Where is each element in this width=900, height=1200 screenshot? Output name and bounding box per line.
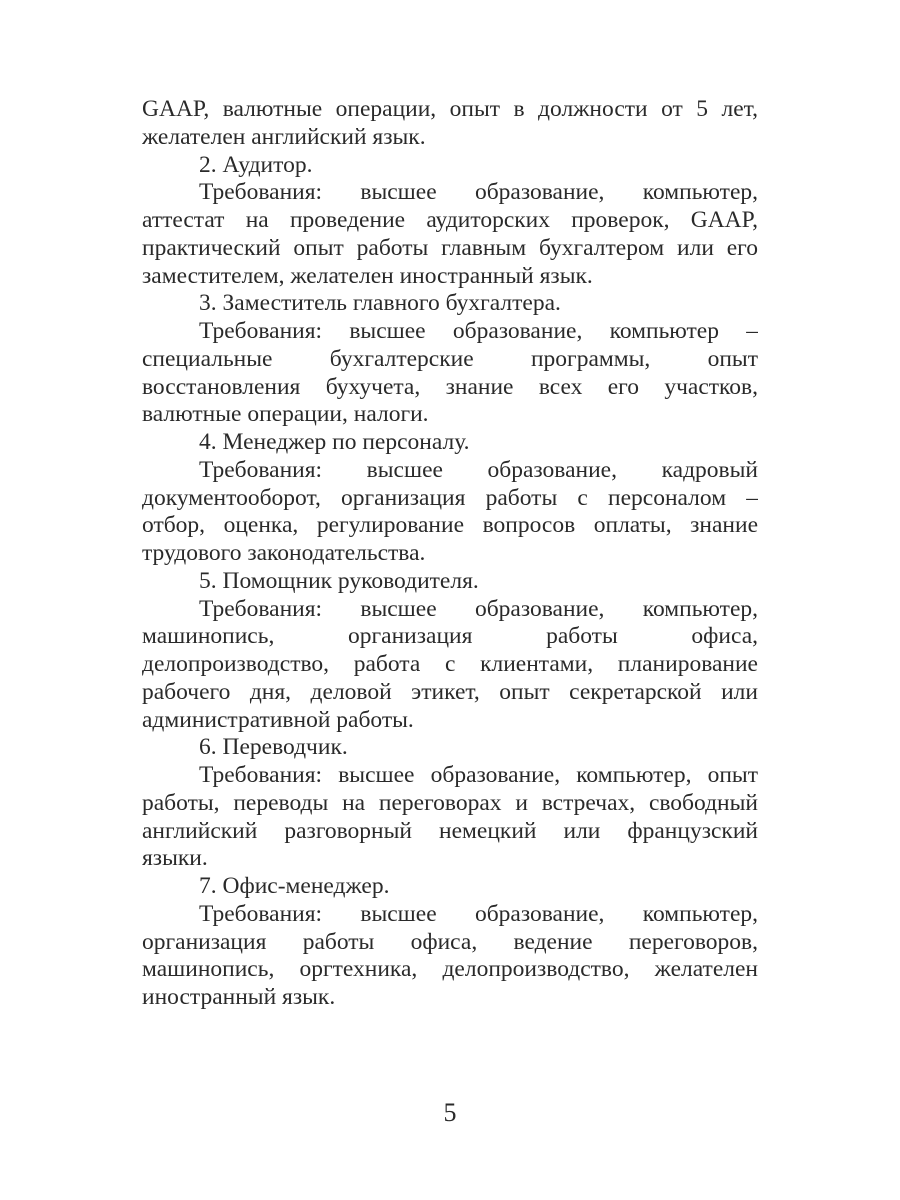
text-line: отбор, оценка, регулирование вопросов оплаты, знание xyxy=(142,512,758,539)
text-line: административной работы. xyxy=(142,706,414,733)
text-line: заместителем, желателен иностранный язык. xyxy=(142,262,593,289)
text-line: работы, переводы на переговорах и встречах, свободный xyxy=(142,789,758,816)
text-line: восстановления бухучета, знание всех его участков, xyxy=(142,373,758,400)
text-line: валютные операции, налоги. xyxy=(142,401,429,428)
text-line: специальные бухгалтерские программы, опыт xyxy=(142,345,758,372)
text-line: желателен английский язык. xyxy=(142,123,426,150)
section-heading: 3. Заместитель главного бухгалтера. xyxy=(199,290,561,317)
section-heading: 4. Менеджер по персоналу. xyxy=(199,429,470,455)
text-line: рабочего дня, деловой этикет, опыт секретарской или xyxy=(142,678,758,705)
section-heading: 2. Аудитор. xyxy=(199,151,313,178)
text-line: Требования: высшее образование, компьютер, xyxy=(199,179,758,206)
section-heading: 6. Переводчик. xyxy=(199,734,348,761)
text-line: английский разговорный немецкий или французский xyxy=(142,817,758,844)
text-line: Требования: высшее образование, компьютер, опыт xyxy=(199,762,758,788)
text-line: практический опыт работы главным бухгалтером или его xyxy=(142,234,758,261)
text-line: трудового законодательства. xyxy=(142,540,426,566)
text-line: Требования: высшее образование, компьютер – xyxy=(199,318,758,344)
section-heading: 7. Офис-менеджер. xyxy=(199,873,390,899)
text-line: GAAP, валютные операции, опыт в должности от 5 лет, xyxy=(142,96,758,122)
text-line: машинопись, организация работы офиса, xyxy=(142,623,758,650)
text-line: Требования: высшее образование, компьютер, xyxy=(199,595,758,622)
text-line: Требования: высшее образование, кадровый xyxy=(199,456,758,483)
text-line: организация работы офиса, ведение переговоров, xyxy=(142,928,758,955)
text-line: иностранный язык. xyxy=(142,984,336,1010)
page-number: 5 xyxy=(443,1098,457,1127)
text-line: документооборот, организация работы с персоналом – xyxy=(142,484,758,511)
text-line: аттестат на проведение аудиторских проверок, GAAP, xyxy=(142,207,758,233)
text-line: машинопись, оргтехника, делопроизводство, желателен xyxy=(142,956,758,983)
text-line: языки. xyxy=(142,845,208,872)
text-line: Требования: высшее образование, компьютер, xyxy=(199,900,758,927)
text-line: делопроизводство, работа с клиентами, планирование xyxy=(142,651,758,677)
page-body xyxy=(142,96,758,1012)
section-heading: 5. Помощник руководителя. xyxy=(199,567,479,594)
